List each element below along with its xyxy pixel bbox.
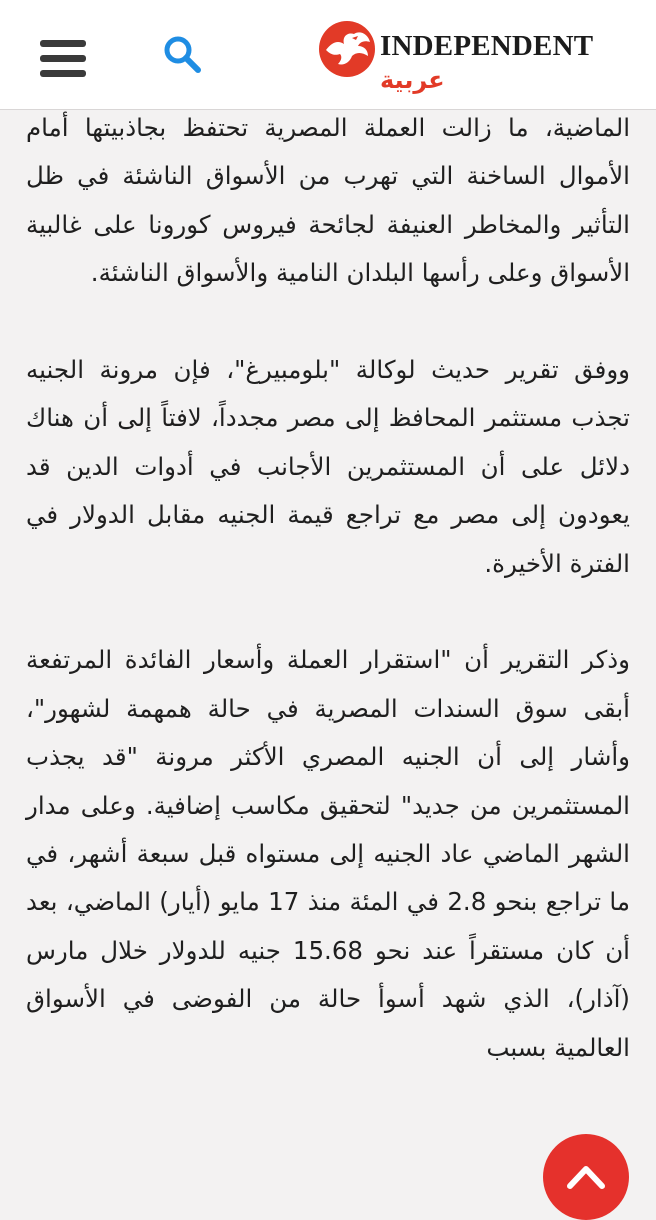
- search-icon[interactable]: [158, 30, 208, 80]
- eagle-icon: [318, 20, 376, 78]
- menu-bar-top: [40, 40, 86, 47]
- menu-bar-middle: [40, 55, 86, 62]
- scroll-to-top-button[interactable]: [543, 1134, 629, 1220]
- article-body: [26, 104, 630, 1120]
- site-logo[interactable]: [318, 20, 628, 100]
- article-paragraph: ووفق تقرير حديث لوكالة "بلومبيرغ"، فإن مرونة الجنيه تجذب مستثمر المحافظ إلى مصر مجدداً، لافتاً إلى أن هناك دلائل على أن المستثمرين الأجانب في أدوات الدين قد يعودون إلى مصر مع تراجع قيمة الجنيه مقابل الدولار في الفترة الأخيرة.: [26, 355, 630, 578]
- logo-arabic-label: عربية: [380, 66, 445, 94]
- logo-wordmark: INDEPENDENT: [380, 30, 594, 62]
- menu-bar-bottom: [40, 70, 86, 77]
- site-header: [0, 0, 656, 110]
- article-paragraph: وذكر التقرير أن "استقرار العملة وأسعار الفائدة المرتفعة أبقى سوق السندات المصرية في حالة همهمة لشهور"، وأشار إلى أن الجنيه المصري الأكثر مرونة "قد يجذب المستثمرين من جديد" لتحقيق مكاسب إضافية. وعلى مدار الشهر الماضي عاد الجنيه إلى مستواه قبل سبعة أشهر، في ما تراجع بنحو 2.8 في المئة منذ 17 مايو (أيار) الماضي، بعد أن كان مستقراً عند نحو 15.68 جنيه للدولار خلال مارس (آذار)، الذي شهد أسوأ حالة من الفوضى في الأسواق العالمية بسبب: [26, 645, 631, 1062]
- article-paragraph: الماضية، ما زالت العملة المصرية تحتفظ بجاذبيتها أمام الأموال الساخنة التي تهرب من الأسواق الناشئة في ظل التأثير والمخاطر العنيفة لجائحة فيروس كورونا على غالبية الأسواق وعلى رأسها البلدان النامية والأسواق الناشئة.: [26, 113, 630, 288]
- chevron-up-icon: [566, 1158, 606, 1194]
- hamburger-menu-icon[interactable]: [40, 40, 86, 78]
